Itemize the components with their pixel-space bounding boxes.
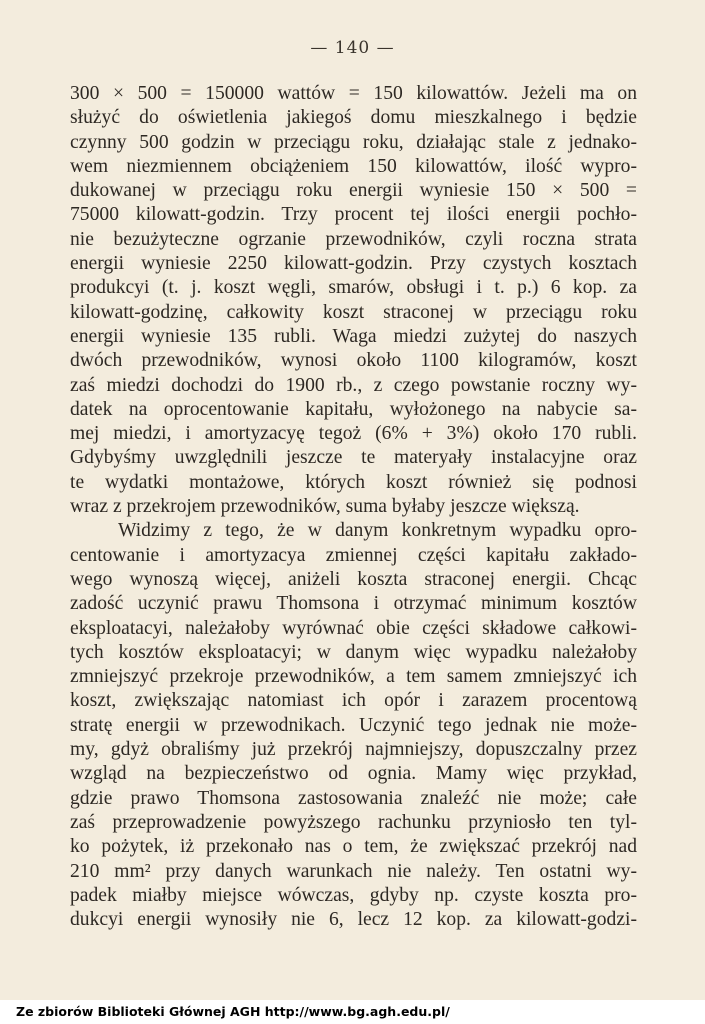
text-line: te wydatki montażowe, których koszt również się podnosi <box>70 471 637 493</box>
text-line: 210 mm² przy danych warunkach nie należy. Ten ostatni wy- <box>70 860 637 882</box>
body-text <box>70 82 637 932</box>
text-line: mej miedzi, i amortyzacyę tegoż (6% + 3%) około 170 rubli. <box>70 423 637 445</box>
page-number: — 140 — <box>310 38 395 58</box>
text-line: dukowanej w przeciągu roku energii wyniesie 150 × 500 = <box>70 180 637 202</box>
text-line: dwóch przewodników, wynosi około 1100 kilogramów, koszt <box>70 350 637 372</box>
footer-credit: Ze zbiorów Biblioteki Głównej AGH http://www.bg.agh.edu.pl/ <box>16 1004 450 1019</box>
text-line: produkcyi (t. j. koszt węgli, smarów, obsługi i t. p.) 6 kop. za <box>70 277 637 299</box>
text-line: 300 × 500 = 150000 wattów = 150 kilowattów. Jeżeli ma on <box>70 83 637 104</box>
text-line: zadość uczynić prawu Thomsona i otrzymać minimum kosztów <box>70 593 637 615</box>
text-line: gdzie prawo Thomsona zastosowania znaleźć nie może; całe <box>70 787 637 809</box>
text-line: nie bezużyteczne ogrzanie przewodników, czyli roczna strata <box>70 228 637 250</box>
text-line: zaś miedzi dochodzi do 1900 rb., z czego powstanie roczny wy- <box>70 374 637 396</box>
text-line: kilowatt-godzinę, całkowity koszt straconej w przeciągu roku <box>70 301 637 323</box>
footer-bar <box>0 1000 705 1024</box>
text-line: tych kosztów eksploatacyi; w danym więc wypadku należałoby <box>70 641 637 663</box>
text-line: koszt, zwiększając natomiast ich opór i zarazem procentową <box>70 690 637 712</box>
text-line: energii wyniesie 135 rubli. Waga miedzi zużytej do naszych <box>70 325 637 347</box>
text-line: wzgląd na bezpieczeństwo od ognia. Mamy więc przykład, <box>70 763 637 785</box>
text-line: eksploatacyi, należałoby wyrównać obie części składowe całkowi- <box>70 617 637 639</box>
text-line: Widzimy z tego, że w danym konkretnym wypadku opro- <box>118 520 637 542</box>
text-line: Gdybyśmy uwzględnili jeszcze te materyały instalacyjne oraz <box>70 447 637 469</box>
text-line: służyć do oświetlenia jakiegoś domu mieszkalnego i będzie <box>70 107 637 129</box>
text-line: dukcyi energii wynosiły nie 6, lecz 12 kop. za kilowatt-godzi- <box>70 909 637 931</box>
text-line: 75000 kilowatt-godzin. Trzy procent tej ilości energii pochło- <box>70 204 637 226</box>
text-line: energii wyniesie 2250 kilowatt-godzin. Przy czystych kosztach <box>70 253 637 275</box>
text-line: wego wynoszą więcej, aniżeli koszta straconej energii. Chcąc <box>70 568 637 590</box>
text-line: datek na oprocentowanie kapitału, wyłożonego na nabycie sa- <box>70 398 637 420</box>
text-line: stratę energii w przewodnikach. Uczynić tego jednak nie może- <box>70 714 637 736</box>
text-line: centowanie i amortyzacya zmiennej części kapitału zakłado- <box>70 544 637 566</box>
text-line: czynny 500 godzin w przeciągu roku, działając stale z jednako- <box>70 131 637 153</box>
text-line: zaś przeprowadzenie powyższego rachunku przyniosło ten tyl- <box>70 811 637 833</box>
text-line: ko pożytek, iż przekonało nas o tem, że zwiększać przekrój nad <box>70 836 637 858</box>
text-line: padek miałby miejsce wówczas, gdyby np. czyste koszta pro- <box>70 884 637 906</box>
text-line: zmniejszyć przekroje przewodników, a tem samem zmniejszyć ich <box>70 666 637 688</box>
text-line: my, gdyż obraliśmy już przekrój najmniejszy, dopuszczalny przez <box>70 739 637 761</box>
text-line: wem niezmiennem obciążeniem 150 kilowattów, ilość wypro- <box>70 155 637 177</box>
text-line: wraz z przekrojem przewodników, suma byłaby jeszcze większą. <box>70 496 580 518</box>
